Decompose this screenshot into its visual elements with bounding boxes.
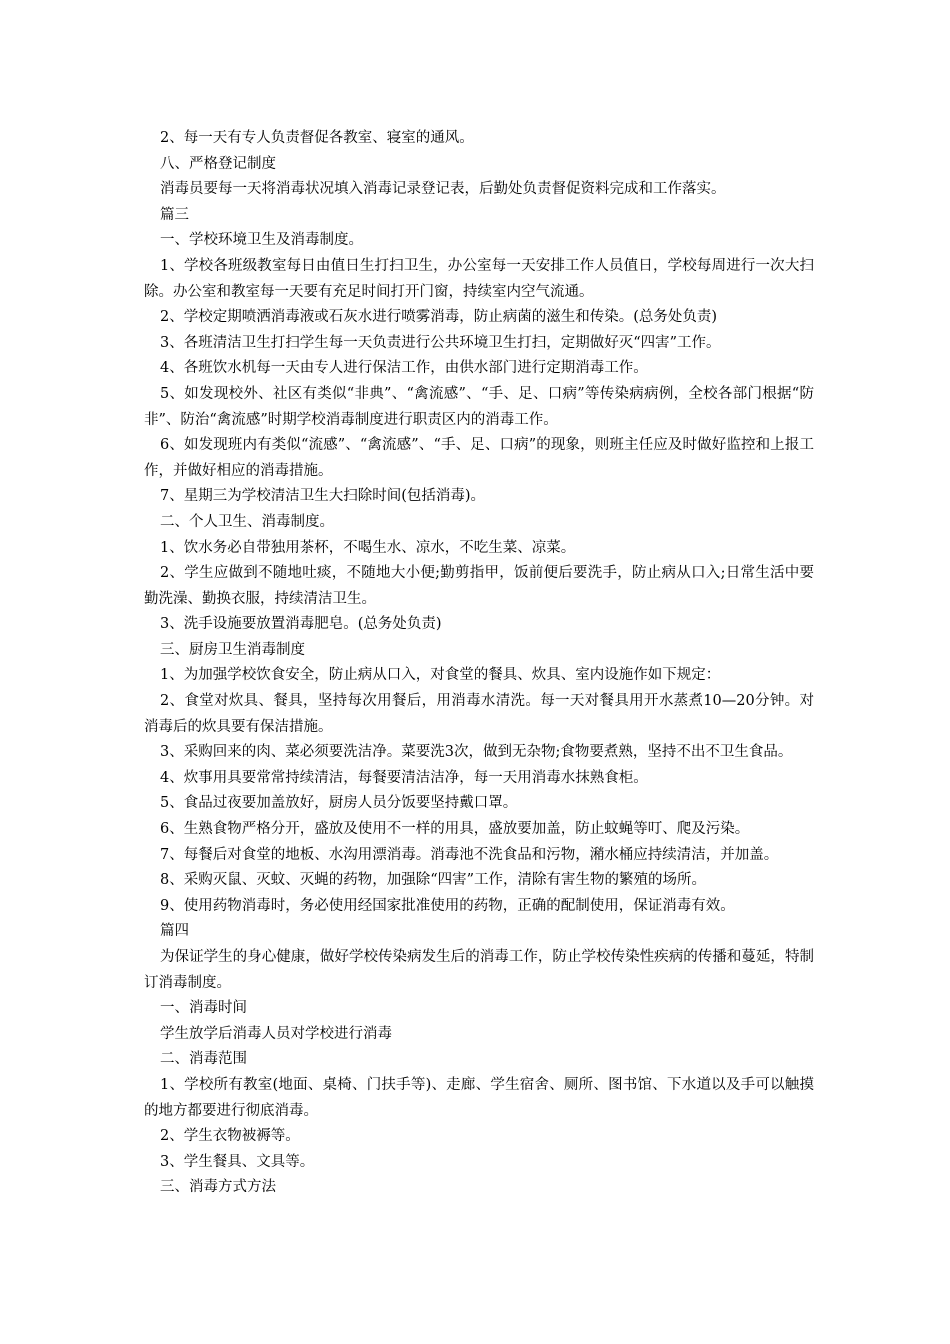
paragraph: 4、各班饮水机每一天由专人进行保洁工作，由供水部门进行定期消毒工作。	[160, 360, 648, 377]
chapter-heading: 篇四	[160, 923, 189, 940]
paragraph: 1、学校各班级教室每日由值日生打扫卫生，办公室每一天安排工作人员值日，学校每周进行一次大扫除。办公室和教室每一天要有充足时间打开门窗，持续室内空气流通。	[144, 257, 814, 300]
section-heading: 二、个人卫生、消毒制度。	[160, 513, 334, 530]
paragraph: 为保证学生的身心健康，做好学校传染病发生后的消毒工作，防止学校传染性疾病的传播和蔓延，特制订消毒制度。	[144, 949, 814, 991]
section-heading: 二、消毒范围	[160, 1051, 247, 1068]
section-heading: 一、消毒时间	[160, 1000, 247, 1017]
document-body	[144, 126, 814, 1201]
paragraph: 3、学生餐具、文具等。	[160, 1153, 315, 1170]
paragraph: 1、学校所有教室(地面、桌椅、门扶手等)、走廊、学生宿舍、厕所、图书馆、下水道以及手可以触摸的地方都要进行彻底消毒。	[144, 1076, 814, 1119]
paragraph: 2、食堂对炊具、餐具，坚持每次用餐后，用消毒水清洗。每一天对餐具用开水蒸煮10—20分钟。对消毒后的炊具要有保洁措施。	[144, 693, 814, 735]
section-heading: 三、消毒方式方法	[160, 1179, 276, 1196]
section-heading: 三、厨房卫生消毒制度	[160, 641, 305, 658]
paragraph: 2、学生应做到不随地吐痰，不随地大小便;勤剪指甲，饭前便后要洗手，防止病从口入;日常生活中要勤洗澡、勤换衣服，持续清洁卫生。	[144, 565, 814, 607]
paragraph: 2、学校定期喷洒消毒液或石灰水进行喷雾消毒，防止病菌的滋生和传染。(总务处负责)	[160, 309, 718, 326]
paragraph: 3、采购回来的肉、菜必须要洗洁净。菜要洗3次，做到无杂物;食物要煮熟，坚持不出不卫生食品。	[160, 744, 793, 761]
paragraph: 7、星期三为学校清洁卫生大扫除时间(包括消毒)。	[160, 488, 486, 505]
paragraph: 6、如发现班内有类似“流感”、“禽流感”、“手、足、口病”的现象，则班主任应及时做好监控和上报工作，并做好相应的消毒措施。	[144, 437, 814, 479]
paragraph: 5、如发现校外、社区有类似“非典”、“禽流感”、“手、足、口病”等传染病病例，全校各部门根据“防非”、防治“禽流感”时期学校消毒制度进行职责区内的消毒工作。	[144, 385, 814, 428]
paragraph: 3、洗手设施要放置消毒肥皂。(总务处负责)	[160, 616, 442, 633]
chapter-heading: 篇三	[160, 206, 189, 223]
paragraph: 2、学生衣物被褥等。	[160, 1128, 300, 1145]
paragraph: 7、每餐后对食堂的地板、水沟用漂消毒。消毒池不洗食品和污物，潲水桶应持续清洁，并加盖。	[160, 846, 779, 863]
paragraph: 9、使用药物消毒时，务必使用经国家批准使用的药物，正确的配制使用，保证消毒有效。	[160, 897, 735, 914]
paragraph: 1、为加强学校饮食安全，防止病从口入，对食堂的餐具、炊具、室内设施作如下规定：	[160, 667, 721, 684]
paragraph: 6、生熟食物严格分开，盛放及使用不一样的用具，盛放要加盖，防止蚊蝇等叮、爬及污染。	[160, 821, 750, 838]
paragraph: 5、食品过夜要加盖放好，厨房人员分饭要坚持戴口罩。	[160, 795, 518, 812]
section-heading: 一、学校环境卫生及消毒制度。	[160, 232, 363, 249]
paragraph: 3、各班清洁卫生打扫学生每一天负责进行公共环境卫生打扫，定期做好灭“四害”工作。	[160, 334, 721, 351]
paragraph: 1、饮水务必自带独用茶杯，不喝生水、凉水，不吃生菜、凉菜。	[160, 539, 576, 556]
paragraph: 学生放学后消毒人员对学校进行消毒	[160, 1025, 392, 1042]
paragraph: 4、炊事用具要常常持续清洁，每餐要清洁洁净，每一天用消毒水抹熟食柜。	[160, 769, 648, 786]
paragraph: 消毒员要每一天将消毒状况填入消毒记录登记表，后勤处负责督促资料完成和工作落实。	[160, 181, 726, 198]
paragraph: 8、采购灭鼠、灭蚊、灭蝇的药物，加强除“四害”工作，清除有害生物的繁殖的场所。	[160, 872, 707, 889]
paragraph: 2、每一天有专人负责督促各教室、寝室的通风。	[160, 130, 474, 146]
section-heading: 八、严格登记制度	[160, 155, 276, 172]
